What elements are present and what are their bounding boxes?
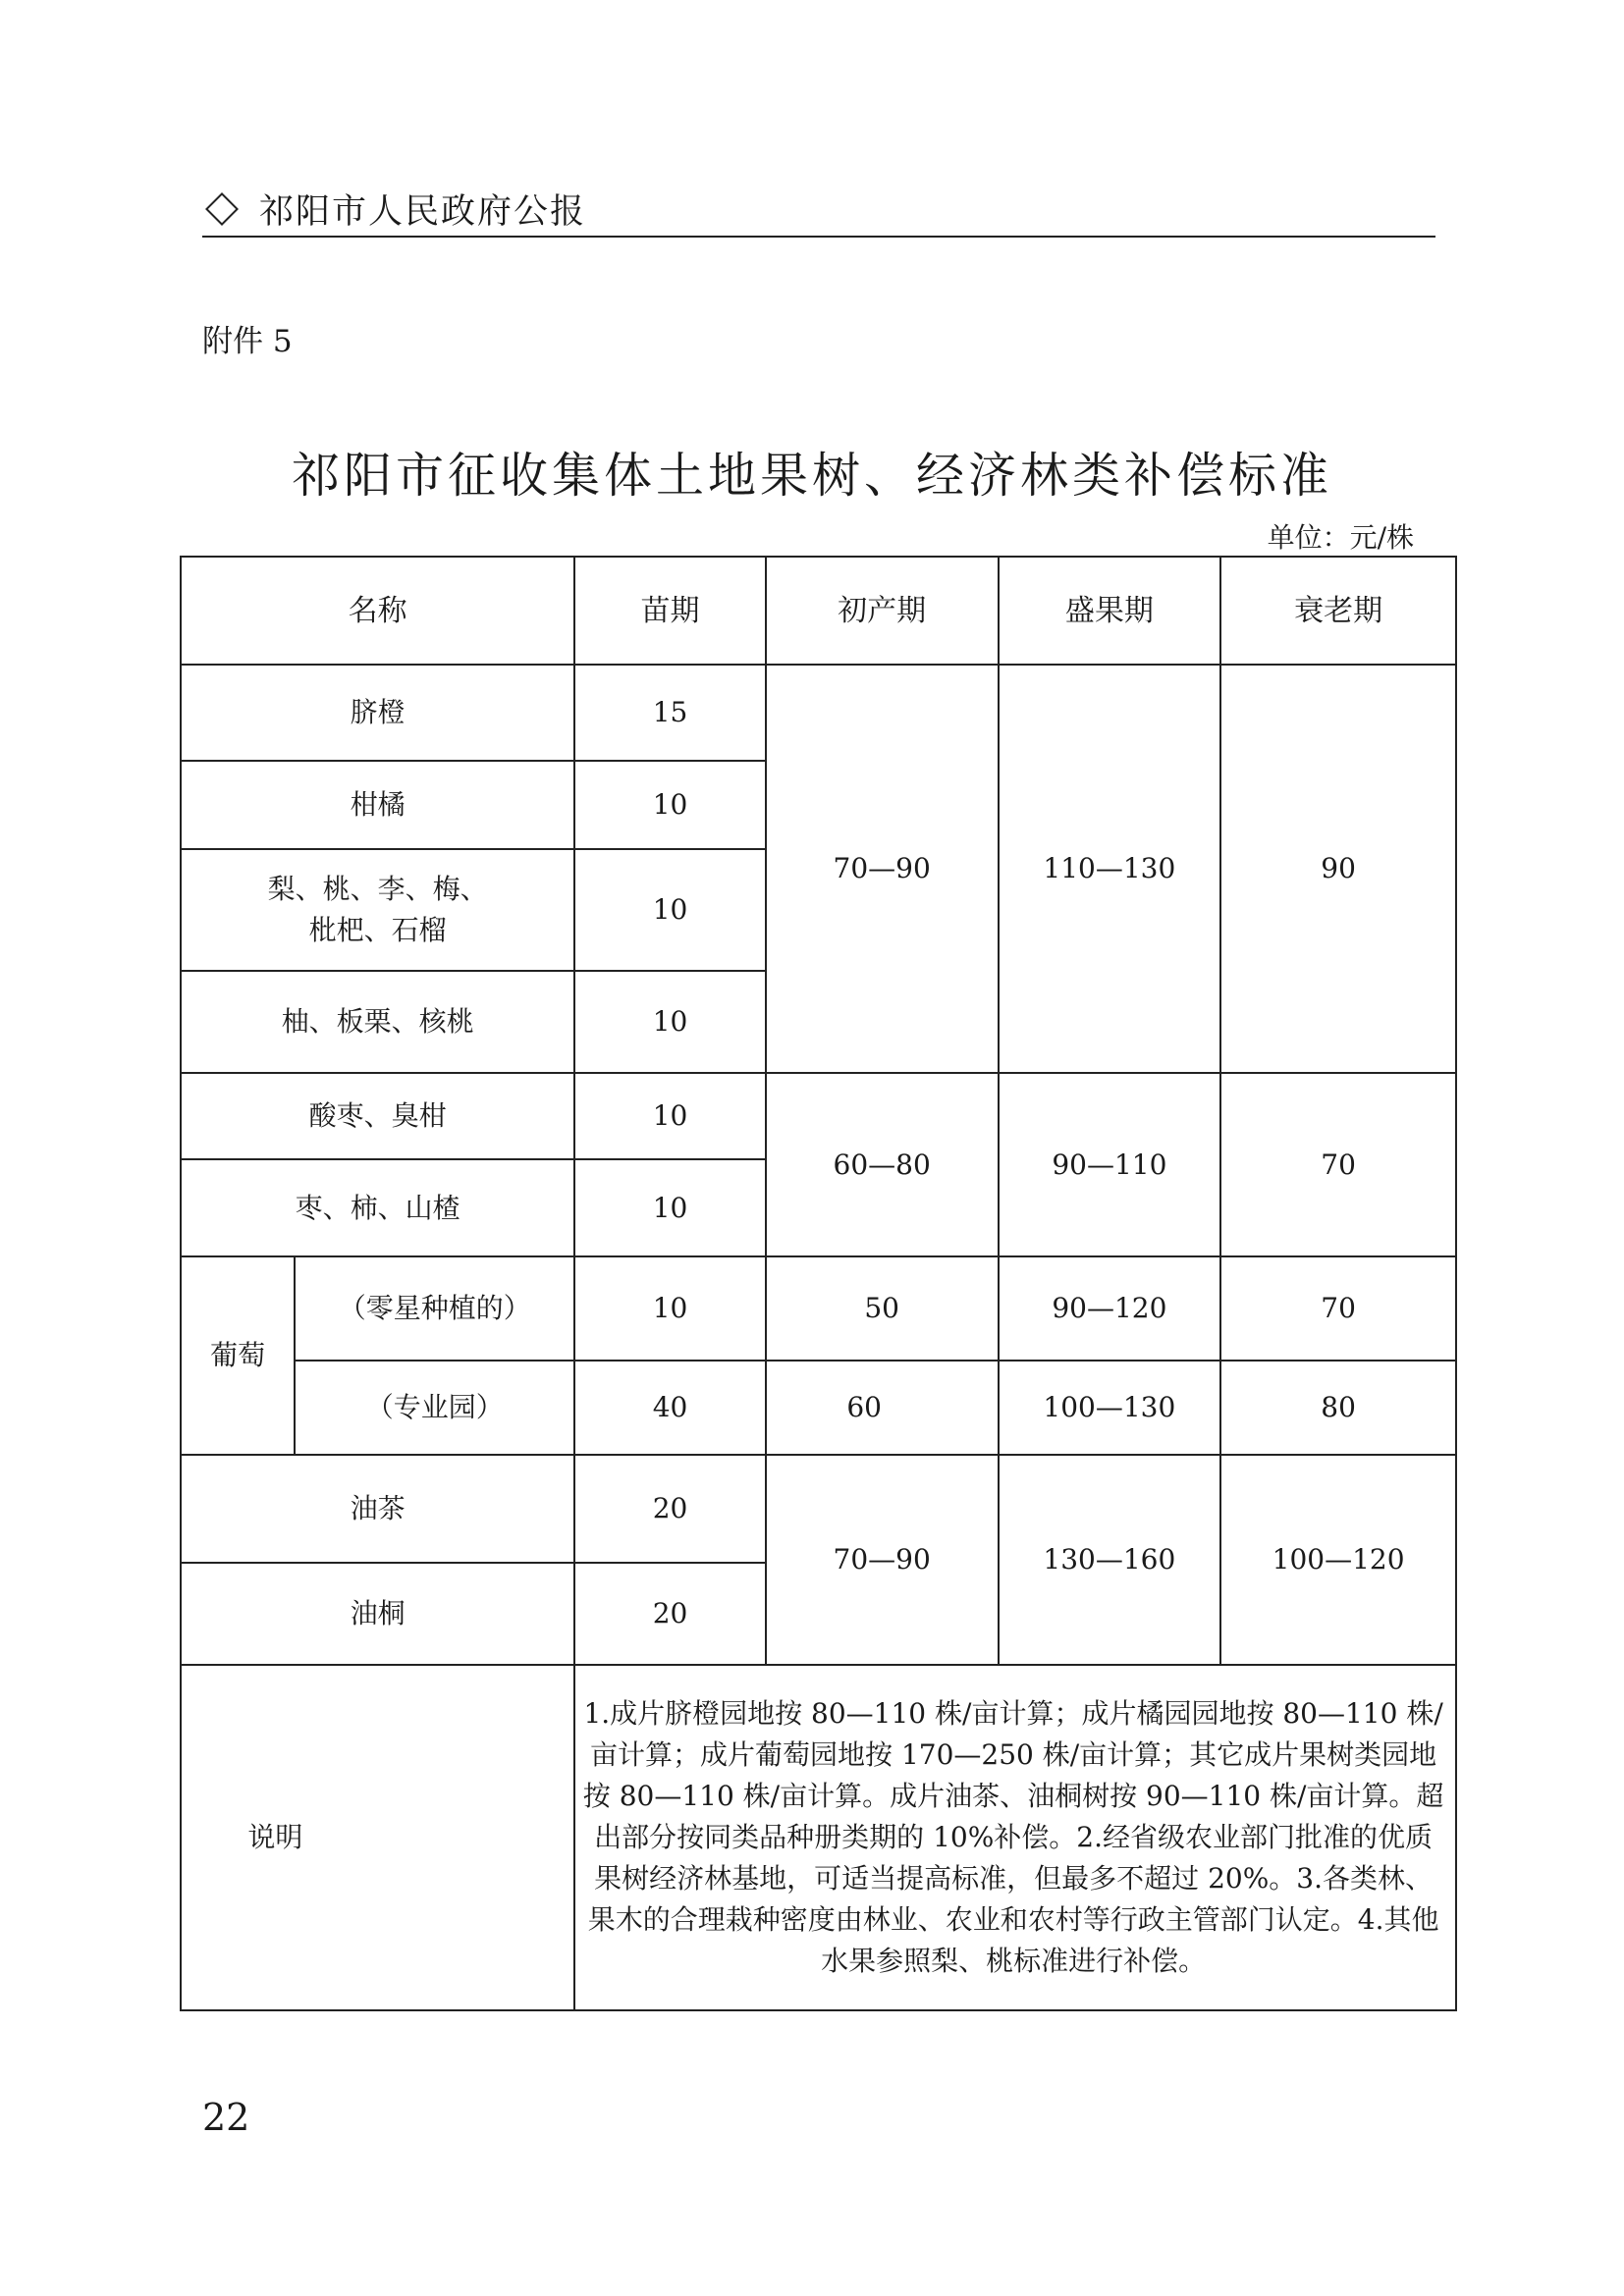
unit-label: 单位：元/株 <box>1267 521 1414 554</box>
row-name <box>181 849 574 971</box>
row-aging: 70 <box>1220 1256 1456 1361</box>
row-name-line2: 枇杷、石榴 <box>308 914 447 946</box>
row-initial: 60 <box>766 1361 999 1455</box>
notes-label-text: 说明 <box>247 1821 303 1853</box>
compensation-table <box>180 556 1457 2011</box>
table-row <box>181 665 1456 761</box>
row-seedling: 10 <box>574 1159 766 1256</box>
row-name: 枣、柿、山楂 <box>181 1159 574 1256</box>
group1-initial: 70—90 <box>766 665 999 1073</box>
document-title: 祁阳市征收集体土地果树、经济林类补偿标准 <box>291 448 1332 504</box>
group2-aging: 70 <box>1220 1073 1456 1256</box>
row-seedling: 10 <box>574 761 766 849</box>
row-name: 脐橙 <box>181 665 574 761</box>
row-seedling: 10 <box>574 971 766 1073</box>
header-name: 名称 <box>181 557 574 665</box>
group1-aging: 90 <box>1220 665 1456 1073</box>
row-aging: 80 <box>1220 1361 1456 1455</box>
row-seedling: 40 <box>574 1361 766 1455</box>
group2-initial: 60—80 <box>766 1073 999 1256</box>
diamond-icon <box>205 192 239 226</box>
table-row <box>181 1073 1456 1159</box>
row-seedling: 10 <box>574 1256 766 1361</box>
header-aging: 衰老期 <box>1220 557 1456 665</box>
row-name: 酸枣、臭柑 <box>181 1073 574 1159</box>
row-name: 柚、板栗、核桃 <box>181 971 574 1073</box>
group1-peak: 110—130 <box>999 665 1221 1073</box>
row-peak: 100—130 <box>999 1361 1221 1455</box>
grape-label: 葡萄 <box>181 1256 295 1455</box>
row-seedling: 10 <box>574 849 766 971</box>
row-name-line1: 梨、桃、李、梅、 <box>267 873 488 905</box>
page-number: 22 <box>202 2096 250 2139</box>
page-header <box>202 183 1435 238</box>
group3-aging: 100—120 <box>1220 1455 1456 1665</box>
notes-text: 1.成片脐橙园地按 80—110 株/亩计算；成片橘园园地按 80—110 株/亩计算；成片葡萄园地按 170—250 株/亩计算；其它成片果树类园地按 80—110 株/亩计算。成片油茶、油桐树按 90—110 株/亩计算。超出部分按同类品种册类期的 10%补偿。2.经省级农业部门批准的优质果树经济林基地，可适当提高标准，但最多不超过 20%。3.各类林、果木的合理栽种密度由林业、农业和农村等行政主管部门认定。4.其他水果参照梨、桃标准进行补偿。 <box>574 1665 1456 2010</box>
group2-peak: 90—110 <box>999 1073 1221 1256</box>
header-peak: 盛果期 <box>999 557 1221 665</box>
row-name: 油桐 <box>181 1563 574 1665</box>
row-seedling: 15 <box>574 665 766 761</box>
header-title: 祁阳市人民政府公报 <box>259 192 587 232</box>
row-name: 油茶 <box>181 1455 574 1563</box>
row-name: （专业园） <box>295 1361 574 1455</box>
group3-initial: 70—90 <box>766 1455 999 1665</box>
notes-row <box>181 1665 1456 2010</box>
row-seedling: 20 <box>574 1455 766 1563</box>
row-name: （零星种植的） <box>295 1256 574 1361</box>
header-initial: 初产期 <box>766 557 999 665</box>
row-seedling: 10 <box>574 1073 766 1159</box>
table-row <box>181 1361 1456 1455</box>
table-header-row <box>181 557 1456 665</box>
row-peak: 90—120 <box>999 1256 1221 1361</box>
row-seedling: 20 <box>574 1563 766 1665</box>
row-initial: 50 <box>766 1256 999 1361</box>
row-name: 柑橘 <box>181 761 574 849</box>
notes-label-cell <box>247 1665 574 2010</box>
header-seedling: 苗期 <box>574 557 766 665</box>
group3-peak: 130—160 <box>999 1455 1221 1665</box>
table-row <box>181 1256 1456 1361</box>
table-row <box>181 1455 1456 1563</box>
attachment-label: 附件 5 <box>202 324 293 359</box>
